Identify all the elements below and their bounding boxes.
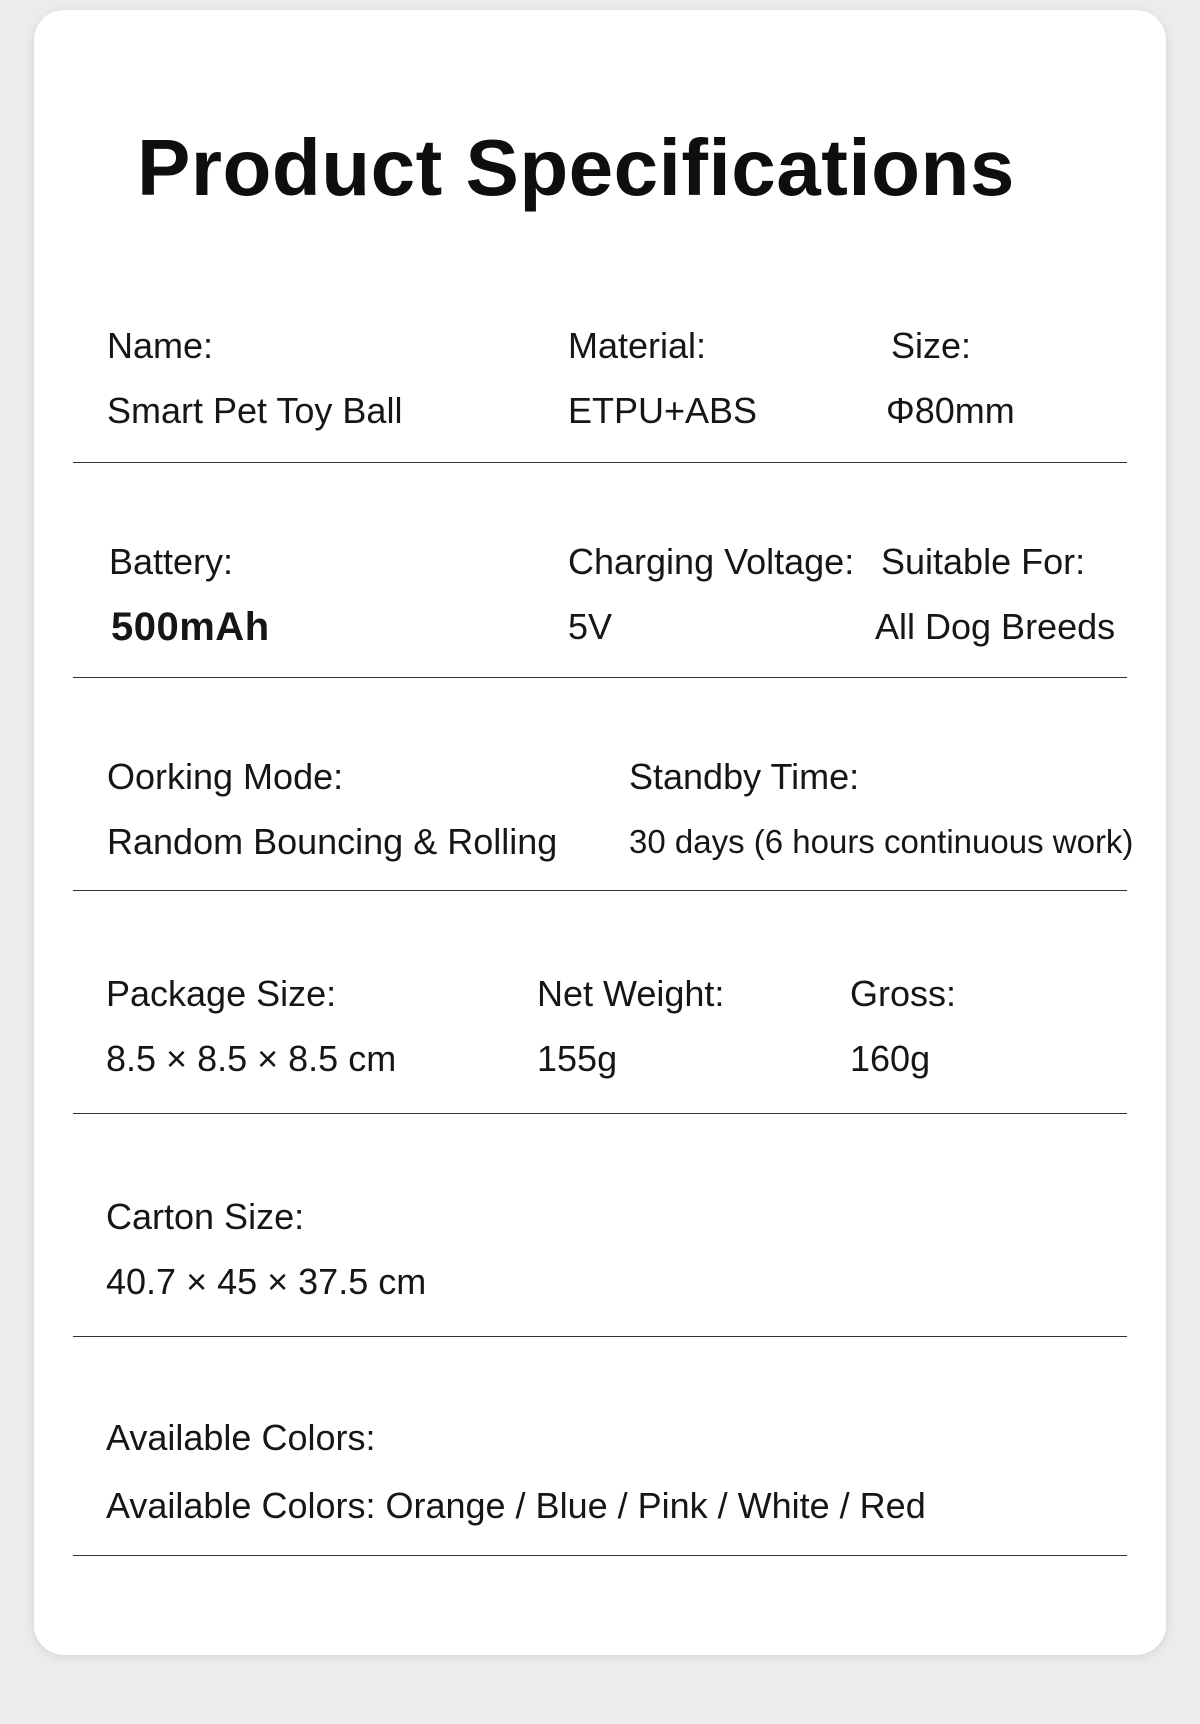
spec-carton-size-label: Carton Size: bbox=[106, 1196, 305, 1237]
spec-row-4 bbox=[73, 974, 1127, 1114]
spec-suitable-for-label: Suitable For: bbox=[881, 541, 1086, 582]
spec-material-value: ETPU+ABS bbox=[568, 390, 758, 431]
spec-battery-value: 500mAh bbox=[111, 605, 270, 649]
spec-suitable-for-value: All Dog Breeds bbox=[875, 606, 1116, 647]
spec-gross-value: 160g bbox=[850, 1038, 931, 1079]
spec-carton-size-value: 40.7 × 45 × 37.5 cm bbox=[106, 1261, 427, 1302]
spec-net-weight-value: 155g bbox=[537, 1038, 618, 1079]
spec-name-value: Smart Pet Toy Ball bbox=[107, 390, 403, 431]
spec-material-label: Material: bbox=[568, 325, 707, 366]
spec-row-1 bbox=[73, 326, 1127, 463]
page-title: Product Specifications bbox=[137, 123, 1015, 212]
spec-working-mode-value: Random Bouncing & Rolling bbox=[107, 821, 558, 862]
spec-name-label: Name: bbox=[107, 325, 214, 366]
spec-available-colors-value: Available Colors: Orange / Blue / Pink / White / Red bbox=[106, 1485, 926, 1526]
spec-size-value: Φ80mm bbox=[886, 390, 1015, 431]
spec-package-size-value: 8.5 × 8.5 × 8.5 cm bbox=[106, 1038, 397, 1079]
spec-net-weight-label: Net Weight: bbox=[537, 973, 725, 1014]
spec-standby-time-label: Standby Time: bbox=[629, 756, 860, 797]
spec-row-6 bbox=[73, 1418, 1127, 1556]
spec-charging-voltage-value: 5V bbox=[568, 606, 613, 647]
spec-row-3 bbox=[73, 756, 1134, 891]
spec-gross-label: Gross: bbox=[850, 973, 957, 1014]
spec-available-colors-label: Available Colors: bbox=[106, 1417, 376, 1458]
spec-row-2 bbox=[73, 542, 1127, 678]
spec-package-size-label: Package Size: bbox=[106, 973, 337, 1014]
spec-charging-voltage-label: Charging Voltage: bbox=[568, 541, 855, 582]
spec-standby-time-value: 30 days (6 hours continuous work) bbox=[629, 823, 1134, 860]
spec-row-5 bbox=[73, 1197, 1127, 1337]
spec-working-mode-label: Oorking Mode: bbox=[107, 756, 344, 797]
spec-battery-label: Battery: bbox=[109, 541, 234, 582]
spec-size-label: Size: bbox=[891, 325, 972, 366]
